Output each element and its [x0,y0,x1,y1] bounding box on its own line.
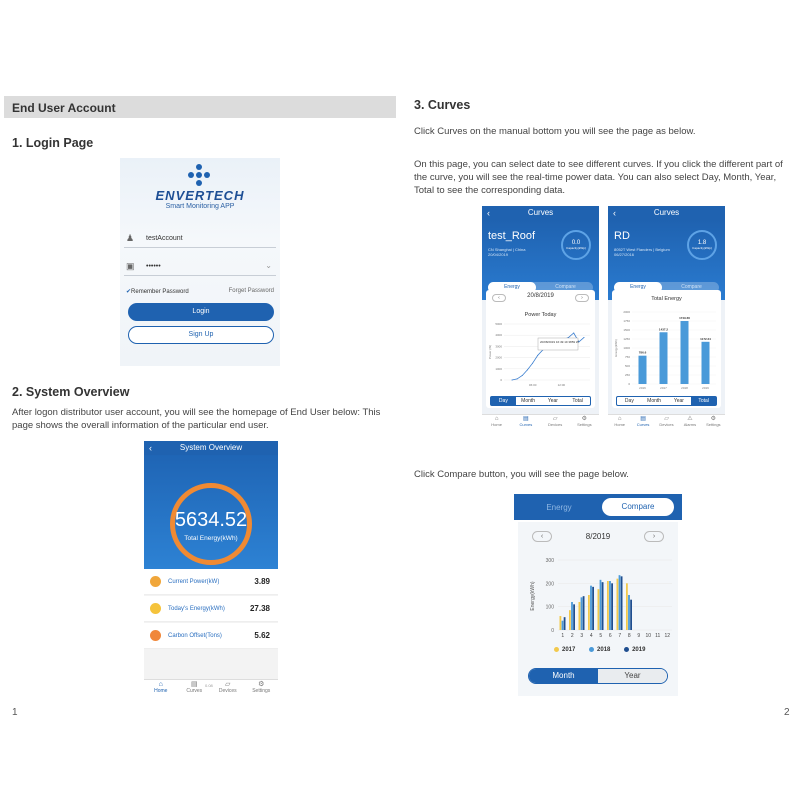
bar-2019 [583,596,585,630]
y-tick-label: 300 [545,558,554,564]
x-tick-label: 9 [637,633,641,639]
carbon-offset-value: 5.62 [254,631,270,640]
energy-tab[interactable]: Energy [488,282,536,293]
y-tick-label: 100 [545,604,554,611]
sun-icon [150,603,161,614]
bar-2019 [592,587,594,630]
bar-2018 [609,581,611,630]
y-tick-label: 200 [545,581,554,588]
x-tick-label: 3 [580,633,584,639]
bar-2019 [602,582,604,630]
todays-energy-row[interactable] [144,596,278,622]
x-tick-label: 12:00 [557,383,566,387]
chart-card [612,290,721,408]
curves-tabbar [608,414,725,432]
bar-2019 [573,604,575,630]
y-tick-label: 1750 [623,319,630,323]
bar-2018 [581,597,583,630]
device-icon: ▱ [664,416,669,422]
page-number-right: 2 [784,707,790,718]
x-tick-label: 4 [589,633,593,639]
bar [681,321,689,384]
bar-2019 [564,617,566,630]
lock-icon: ▣ [126,261,135,271]
chevron-down-icon[interactable]: ⌄ [265,261,272,270]
y-tick-label: 2000 [495,355,502,360]
x-tick-label: 8 [627,633,631,639]
tab-curves[interactable]: ▤ Curves [178,680,212,699]
page-number-left: 1 [12,707,18,718]
y-tick-label: 0 [500,378,502,382]
back-arrow-icon[interactable]: ‹ [149,443,152,453]
next-month-button[interactable]: › [644,531,664,542]
y-tick-label: 2000 [623,310,630,314]
x-tick-label: 11 [655,633,661,639]
bar-2017 [626,583,628,630]
bar-2018 [600,580,602,630]
username-field[interactable] [124,230,276,248]
y-tick-label: 1000 [495,366,502,371]
period-month[interactable]: Month [521,398,536,404]
tab-badge: 0.08 [205,683,213,688]
heading-curves: 3. Curves [414,98,471,112]
system-overview-screenshot [144,441,278,699]
period-selector [490,396,591,406]
bar-2017 [598,589,600,630]
y-tick-label: 1500 [623,328,630,332]
period-day[interactable]: Day [491,397,516,405]
compare-tab[interactable]: Compare [555,284,576,290]
y-tick-label: 1000 [623,346,630,350]
period-month[interactable]: Month [529,669,598,683]
home-icon: ⌂ [494,416,499,422]
curves-title: Curves [653,208,680,217]
login-button[interactable]: Login [128,303,274,321]
remember-password-checkbox[interactable]: ✔Remember Password [126,289,189,295]
total-energy-value: 5634.52 [174,509,248,531]
x-tick-label: 12 [664,633,671,639]
tooltip-text: 20/08/2019 16:49:19 3859 W [540,340,579,344]
capacity-ring: 1.8 Capacity(kWp) [687,230,717,260]
selected-month: 8/2019 [585,532,611,541]
tab-home[interactable]: ⌂ Home [144,680,178,699]
chart-title: Power Today [524,312,557,318]
check-icon: ✔ [126,289,132,295]
sign-up-button[interactable]: Sign Up [128,326,274,344]
back-arrow-icon[interactable]: ‹ [613,208,616,218]
x-tick-label: 10 [645,633,652,639]
current-power-row[interactable] [144,569,278,595]
current-power-value: 3.89 [254,577,270,586]
bar-2017 [569,610,571,630]
bar-2017 [560,616,562,630]
brand-subtitle: Smart Monitoring APP [165,203,235,210]
x-tick-label: 2019 [702,386,709,390]
heading-system-overview: 2. System Overview [12,385,130,399]
chart-title: Total Energy [651,296,682,302]
y-axis-label: Energy(kWh) [530,581,536,611]
overview-paragraph: After logon distributor user account, you will see the homepage of End User below: This page shows the overall information of the particular end user. [12,407,381,431]
site-location: 8052T West Flanders | Belgium 06/27/2016 [614,247,670,257]
period-total[interactable]: Total [691,397,716,405]
x-tick-label: 5 [599,633,603,639]
gear-icon: ⚙ [258,681,265,688]
bar-2018 [628,595,630,630]
todays-energy-value: 27.38 [249,604,270,613]
compare-period-selector [528,668,668,684]
password-field[interactable] [124,258,276,276]
user-icon: ♟ [126,233,135,243]
y-tick-label: 750 [624,355,630,359]
chart-icon: ▤ [523,416,529,422]
selected-date: 20/8/2019 [527,293,554,299]
tab-devices[interactable]: ▱ Devices [655,415,678,432]
password-value: •••••• [146,263,161,270]
overview-topbar [144,441,278,455]
bar-2018 [590,586,592,630]
tab-settings[interactable]: ⚙ Settings [570,415,599,432]
overview-tabbar [144,679,278,699]
chart-card [486,290,595,408]
period-year[interactable]: Year [547,398,558,404]
section-header: End User Account [4,96,396,118]
x-tick-label: 2017 [660,386,667,390]
x-tick-label: 2018 [681,386,688,390]
home-icon: ⌂ [158,681,163,688]
device-icon: ▱ [552,416,558,422]
curves-paragraph-2: On this page, you can select date to see different curves. If you click the different part of the curve, you will see the real-time power data. You can also select Day, Month, Year, Total to see the corresponding data. [414,159,783,196]
site-name: test_Roof [488,230,536,242]
period-selector [616,396,717,406]
tab-settings[interactable]: ⚙ Settings [245,680,279,699]
tab-devices[interactable]: ▱ Devices [211,680,245,699]
car-icon [150,630,161,641]
y-tick-label: 5000 [495,322,502,326]
legend-2019: 2019 [624,647,645,653]
bar [660,332,668,384]
curves-day-screenshot [482,206,599,432]
bar [639,356,647,384]
compare-paragraph: Click Compare button, you will see the page below. [414,469,629,480]
curves-paragraph-1: Click Curves on the manual bottom you will see the page as below. [414,126,696,137]
envertech-logo-icon [188,164,210,186]
carbon-offset-label: Carbon Offset(Tons) [168,633,222,639]
todays-energy-label: Today's Energy(kWh) [168,606,225,612]
bar-2019 [611,583,613,630]
bar-2017 [617,579,619,630]
legend-2018: 2018 [589,647,610,653]
bar-2019 [621,576,623,630]
period-day[interactable]: Day [624,398,634,404]
y-axis-label: Energy(kWh) [614,339,618,357]
overview-hero [144,455,278,585]
alarm-icon: ⚠ [687,416,693,422]
compare-chart[interactable] [522,552,678,644]
total-energy-label: Total Energy(kWh) [184,535,238,542]
site-header [608,220,725,300]
power-today-chart[interactable] [486,318,595,394]
curves-topbar [482,206,599,220]
tab-devices[interactable]: ▱ Devices [541,415,570,432]
y-tick-label: 1250 [623,337,630,341]
site-header [482,220,599,300]
compare-tab[interactable]: Compare [602,498,674,516]
overview-title: System Overview [179,443,243,452]
bar-2018 [562,621,564,630]
bar-2019 [630,600,632,630]
home-icon: ⌂ [617,416,622,422]
site-name: RD [614,230,630,242]
next-date-button[interactable]: › [575,294,589,302]
bar-label: 786.6 [638,350,647,355]
x-tick-label: 2016 [639,386,646,390]
y-axis-label: Power (W) [488,344,492,360]
curves-topbar [608,206,725,220]
compare-screenshot [514,494,682,696]
bar-2017 [579,602,581,630]
compare-tab[interactable]: Compare [681,284,702,290]
compare-topbar [514,494,682,520]
tab-alarms[interactable]: ⚠ Alarms [678,415,701,432]
site-location: CN Shanghai | China 20/04/2019 [488,247,526,257]
bar-2017 [607,581,609,630]
tab-curves[interactable]: ▤ Curves [511,415,540,432]
energy-tab[interactable]: Energy [546,503,572,512]
current-power-label: Current Power(kW) [168,579,220,585]
capacity-ring: 0.0 Capacity(kWp) [561,230,591,260]
total-energy-chart[interactable] [612,304,721,394]
chart-icon: ▤ [640,416,646,422]
bar-label: 1437.2 [658,327,669,332]
bar [702,342,710,384]
heading-login-page: 1. Login Page [12,136,94,150]
period-year[interactable]: Year [673,398,684,404]
curves-tabbar [482,414,599,432]
y-tick-label: 0 [628,382,630,386]
x-tick-label: 1 [561,633,565,639]
x-tick-label: 6 [608,633,612,639]
x-tick-label: 06:00 [528,383,537,387]
username-value: testAccount [146,235,183,242]
y-tick-label: 500 [624,364,630,368]
forget-password-link[interactable]: Forget Password [228,288,274,294]
y-tick-label: 4000 [495,333,502,338]
tab-home[interactable]: ⌂ Home [482,415,511,432]
period-total[interactable]: Total [572,398,583,404]
gear-icon: ⚙ [710,416,717,422]
prev-month-button[interactable]: ‹ [532,531,552,542]
y-tick-label: 250 [624,373,630,377]
curves-title: Curves [527,208,554,217]
device-icon: ▱ [225,681,231,688]
x-tick-label: 7 [618,633,622,639]
legend-2017: 2017 [554,647,575,653]
period-year[interactable]: Year [598,669,667,683]
tab-home[interactable]: ⌂ Home [608,415,631,432]
bar-label: 1749.66 [679,316,690,321]
power-gauge-icon [150,576,161,587]
carbon-offset-row[interactable] [144,623,278,649]
chart-icon: ▤ [190,681,198,688]
bar-2018 [619,575,621,630]
login-screenshot [120,158,280,366]
brand-name: ENVERTECH [155,188,245,203]
bar-2018 [571,602,573,630]
bar-label: 1172.24 [700,336,711,341]
period-month[interactable]: Month [647,398,662,404]
x-tick-label: 2 [570,633,574,639]
energy-tab[interactable]: Energy [614,282,662,293]
prev-date-button[interactable]: ‹ [492,294,506,302]
compare-legend [554,647,657,653]
y-tick-label: 3000 [495,344,502,349]
back-arrow-icon[interactable]: ‹ [487,208,490,218]
tab-settings[interactable]: ⚙ Settings [702,415,725,432]
gear-icon: ⚙ [581,416,588,422]
tab-curves[interactable]: ▤ Curves [631,415,654,432]
y-tick-label: 0 [551,628,554,634]
bar-2017 [588,595,590,630]
curves-total-screenshot [608,206,725,432]
